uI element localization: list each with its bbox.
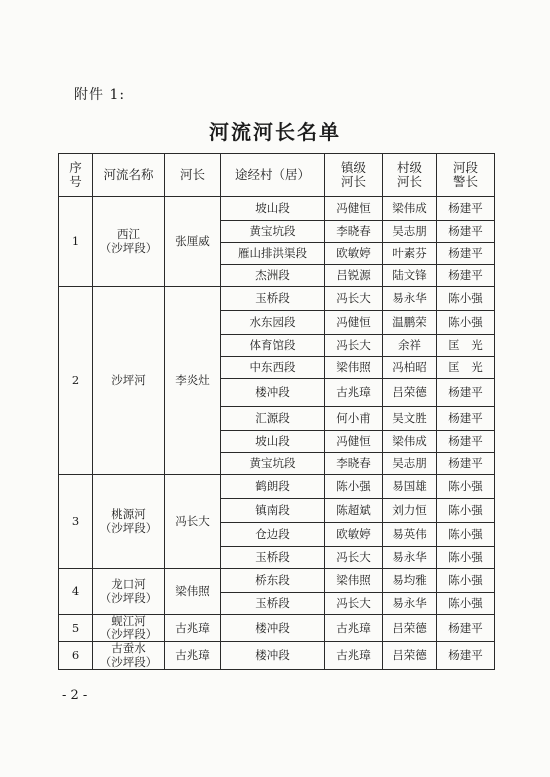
cell-town-chief: 古兆璋: [325, 379, 383, 407]
cell-village: 玉桥段: [221, 547, 325, 569]
cell-town-chief: 冯长大: [325, 287, 383, 311]
river-name-line: 沙坪河: [111, 372, 146, 387]
river-name-line: （沙坪段）: [99, 654, 158, 669]
cell-village: 楼冲段: [221, 642, 325, 669]
cell-river-name: [93, 569, 165, 615]
attachment-label: 附件 1:: [74, 87, 126, 103]
cell-town-chief: 欧敏婷: [325, 243, 383, 265]
header-police-chief: 河段 警长: [437, 154, 495, 197]
header-town-chief: 镇级 河长: [325, 154, 383, 197]
cell-village: 玉桥段: [221, 593, 325, 615]
cell-village-chief: 余祥: [383, 335, 437, 357]
page-number: - 2 -: [62, 688, 88, 703]
cell-village-chief: 梁伟成: [383, 431, 437, 453]
cell-police-chief: 陈小强: [437, 287, 495, 311]
cell-village: 玉桥段: [221, 287, 325, 311]
cell-town-chief: 古兆璋: [325, 615, 383, 642]
cell-police-chief: 陈小强: [437, 569, 495, 593]
cell-police-chief: 杨建平: [437, 379, 495, 407]
cell-town-chief: 冯健恒: [325, 197, 383, 221]
cell-river-chief: 古兆璋: [165, 642, 221, 669]
table-row: [59, 287, 495, 311]
cell-police-chief: 杨建平: [437, 197, 495, 221]
cell-police-chief: 陈小强: [437, 311, 495, 335]
page-title: 河流河长名单: [209, 120, 341, 144]
table-row: [59, 569, 495, 593]
cell-town-chief: 李晓春: [325, 221, 383, 243]
cell-town-chief: 陈小强: [325, 475, 383, 499]
cell-river-chief: 李炎灶: [165, 287, 221, 475]
cell-river-name: [93, 642, 165, 669]
cell-river-name: [93, 197, 165, 287]
cell-river-name: [93, 287, 165, 475]
cell-police-chief: 匡 光: [437, 335, 495, 357]
header-river-chief: 河长: [165, 154, 221, 197]
cell-police-chief: 杨建平: [437, 221, 495, 243]
cell-village: 黄宝坑段: [221, 453, 325, 475]
cell-seq: 2: [59, 287, 93, 475]
cell-village-chief: 冯柏昭: [383, 357, 437, 379]
cell-village-chief: 易国雄: [383, 475, 437, 499]
cell-village: 鹤朗段: [221, 475, 325, 499]
cell-village-chief: 吴志朋: [383, 221, 437, 243]
header-villages: 途经村（居）: [221, 154, 325, 197]
cell-police-chief: 陈小强: [437, 523, 495, 547]
table-row: [59, 475, 495, 499]
cell-police-chief: 陈小强: [437, 593, 495, 615]
cell-village: 杰洲段: [221, 265, 325, 287]
cell-town-chief: 古兆璋: [325, 642, 383, 669]
cell-town-chief: 陈超斌: [325, 499, 383, 523]
river-name-line: （沙坪段）: [99, 520, 158, 535]
cell-town-chief: 何小甫: [325, 407, 383, 431]
cell-village-chief: 易永华: [383, 287, 437, 311]
cell-police-chief: 杨建平: [437, 431, 495, 453]
header-village-chief: 村级 河长: [383, 154, 437, 197]
cell-town-chief: 吕锐源: [325, 265, 383, 287]
header-river-name: 河流名称: [93, 154, 165, 197]
cell-town-chief: 李晓春: [325, 453, 383, 475]
river-name-line: （沙坪段）: [99, 240, 158, 255]
cell-town-chief: 梁伟照: [325, 569, 383, 593]
cell-village: 中东西段: [221, 357, 325, 379]
cell-river-name: [93, 475, 165, 569]
cell-village: 体育馆段: [221, 335, 325, 357]
cell-village: 坡山段: [221, 431, 325, 453]
cell-town-chief: 冯长大: [325, 547, 383, 569]
cell-police-chief: 匡 光: [437, 357, 495, 379]
table-row: [59, 642, 495, 669]
cell-village: 楼冲段: [221, 379, 325, 407]
cell-village-chief: 吕荣德: [383, 642, 437, 669]
river-name-line: 古蚕水: [111, 641, 146, 656]
cell-police-chief: 陈小强: [437, 499, 495, 523]
cell-village: 黄宝坑段: [221, 221, 325, 243]
cell-seq: 5: [59, 615, 93, 642]
cell-police-chief: 陈小强: [437, 547, 495, 569]
river-chief-table: [58, 153, 495, 670]
river-name-line: 蚬江河: [111, 614, 146, 628]
cell-police-chief: 杨建平: [437, 642, 495, 669]
table-row: [59, 615, 495, 642]
cell-village-chief: 吴文胜: [383, 407, 437, 431]
cell-police-chief: 杨建平: [437, 615, 495, 642]
cell-town-chief: 冯长大: [325, 335, 383, 357]
cell-village: 雁山排洪渠段: [221, 243, 325, 265]
river-name-line: （沙坪段）: [99, 590, 158, 605]
cell-river-chief: 古兆璋: [165, 615, 221, 642]
river-name-line: （沙坪段）: [99, 627, 158, 642]
river-name-line: 龙口河: [111, 577, 146, 592]
river-name-line: 西江: [117, 227, 140, 242]
cell-river-name: [93, 615, 165, 642]
cell-town-chief: 欧敏婷: [325, 523, 383, 547]
table-header-row: [59, 154, 495, 197]
cell-village-chief: 吴志朋: [383, 453, 437, 475]
cell-village-chief: 梁伟成: [383, 197, 437, 221]
cell-village-chief: 温鹏荣: [383, 311, 437, 335]
cell-town-chief: 梁伟照: [325, 357, 383, 379]
cell-village-chief: 刘力恒: [383, 499, 437, 523]
cell-seq: 6: [59, 642, 93, 669]
cell-town-chief: 冯健恒: [325, 311, 383, 335]
cell-village: 汇源段: [221, 407, 325, 431]
cell-village-chief: 吕荣德: [383, 379, 437, 407]
cell-village-chief: 易英伟: [383, 523, 437, 547]
cell-village: 桥东段: [221, 569, 325, 593]
table-row: [59, 197, 495, 221]
cell-river-chief: 张厘威: [165, 197, 221, 287]
header-seq: 序 号: [59, 154, 93, 197]
cell-police-chief: 杨建平: [437, 243, 495, 265]
cell-police-chief: 杨建平: [437, 407, 495, 431]
cell-seq: 3: [59, 475, 93, 569]
cell-village-chief: 易永华: [383, 593, 437, 615]
cell-village-chief: 陆文锋: [383, 265, 437, 287]
cell-village: 仓边段: [221, 523, 325, 547]
cell-seq: 4: [59, 569, 93, 615]
cell-village: 水东园段: [221, 311, 325, 335]
cell-village: 楼冲段: [221, 615, 325, 642]
river-name-line: 桃源河: [111, 507, 146, 522]
cell-police-chief: 杨建平: [437, 265, 495, 287]
cell-police-chief: 杨建平: [437, 453, 495, 475]
cell-village: 镇南段: [221, 499, 325, 523]
cell-seq: 1: [59, 197, 93, 287]
cell-river-chief: 梁伟照: [165, 569, 221, 615]
cell-town-chief: 冯长大: [325, 593, 383, 615]
cell-village-chief: 吕荣德: [383, 615, 437, 642]
cell-village: 坡山段: [221, 197, 325, 221]
cell-police-chief: 陈小强: [437, 475, 495, 499]
cell-river-chief: 冯长大: [165, 475, 221, 569]
cell-village-chief: 易永华: [383, 547, 437, 569]
cell-town-chief: 冯健恒: [325, 431, 383, 453]
cell-village-chief: 叶素芬: [383, 243, 437, 265]
cell-village-chief: 易均雅: [383, 569, 437, 593]
